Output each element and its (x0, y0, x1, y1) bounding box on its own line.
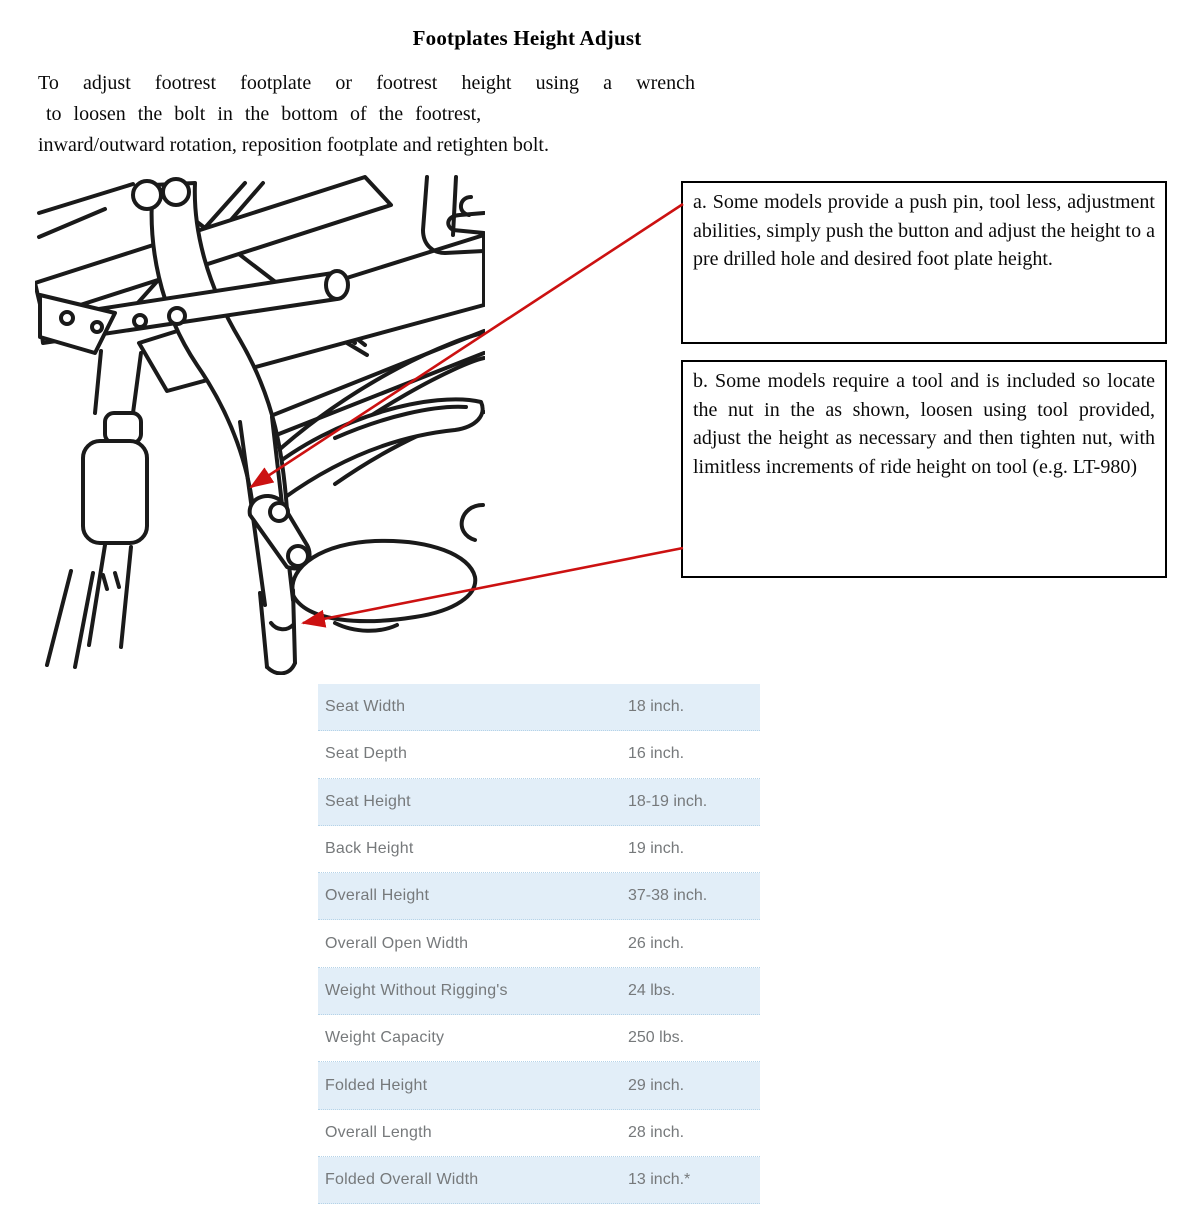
callout-box-a: a. Some models provide a push pin, tool less, adjustment abilities, simply push the button and adjust the height to a pre drilled hole and desired foot plate height. (681, 181, 1167, 344)
spec-value: 26 inch. (628, 934, 685, 952)
spec-label: Seat Width (325, 698, 406, 716)
spec-value: 13 inch.* (628, 1171, 691, 1189)
table-row (318, 1015, 760, 1062)
spec-value: 18 inch. (628, 698, 685, 716)
wheelchair-footrest-line-drawing (35, 175, 485, 675)
intro-paragraph (38, 68, 695, 161)
table-row (318, 1110, 760, 1157)
spec-value: 250 lbs. (628, 1029, 685, 1047)
spec-value: 37-38 inch. (628, 887, 708, 905)
table-row (318, 1062, 760, 1109)
table-row (318, 826, 760, 873)
table-row (318, 920, 760, 967)
page-title: Footplates Height Adjust (412, 26, 642, 50)
table-row (318, 731, 760, 778)
spec-label: Seat Height (325, 792, 411, 810)
spec-label: Back Height (325, 840, 414, 858)
spec-label: Overall Height (325, 887, 430, 905)
spec-value: 18-19 inch. (628, 792, 708, 810)
spec-label: Folded Height (325, 1076, 428, 1094)
table-row (318, 684, 760, 731)
spec-value: 29 inch. (628, 1076, 685, 1094)
intro-line-3: inward/outward rotation, reposition footplate and retighten bolt. (38, 134, 549, 156)
spec-value: 19 inch. (628, 840, 685, 858)
spec-label: Overall Length (325, 1123, 432, 1141)
intro-line-1: To adjust footrest footplate or footrest height using a wrench (38, 72, 695, 94)
callout-box-b: b. Some models require a tool and is included so locate the nut in the as shown, loosen using tool provided, adjust the height as necessary and then tighten nut, with limitless increments of ride height on tool (e.g. LT-980) (681, 360, 1167, 578)
spec-label: Folded Overall Width (325, 1171, 479, 1189)
spec-label: Weight Without Rigging's (325, 981, 508, 999)
table-row (318, 873, 760, 920)
spec-value: 24 lbs. (628, 981, 676, 999)
specs-table (318, 684, 760, 1204)
table-row (318, 779, 760, 826)
spec-value: 28 inch. (628, 1123, 685, 1141)
spec-label: Weight Capacity (325, 1029, 445, 1047)
spec-value: 16 inch. (628, 745, 685, 763)
table-row (318, 1157, 760, 1204)
table-row (318, 968, 760, 1015)
spec-label: Seat Depth (325, 745, 408, 763)
spec-label: Overall Open Width (325, 934, 469, 952)
intro-line-2: to loosen the bolt in the bottom of the footrest, (46, 103, 482, 125)
